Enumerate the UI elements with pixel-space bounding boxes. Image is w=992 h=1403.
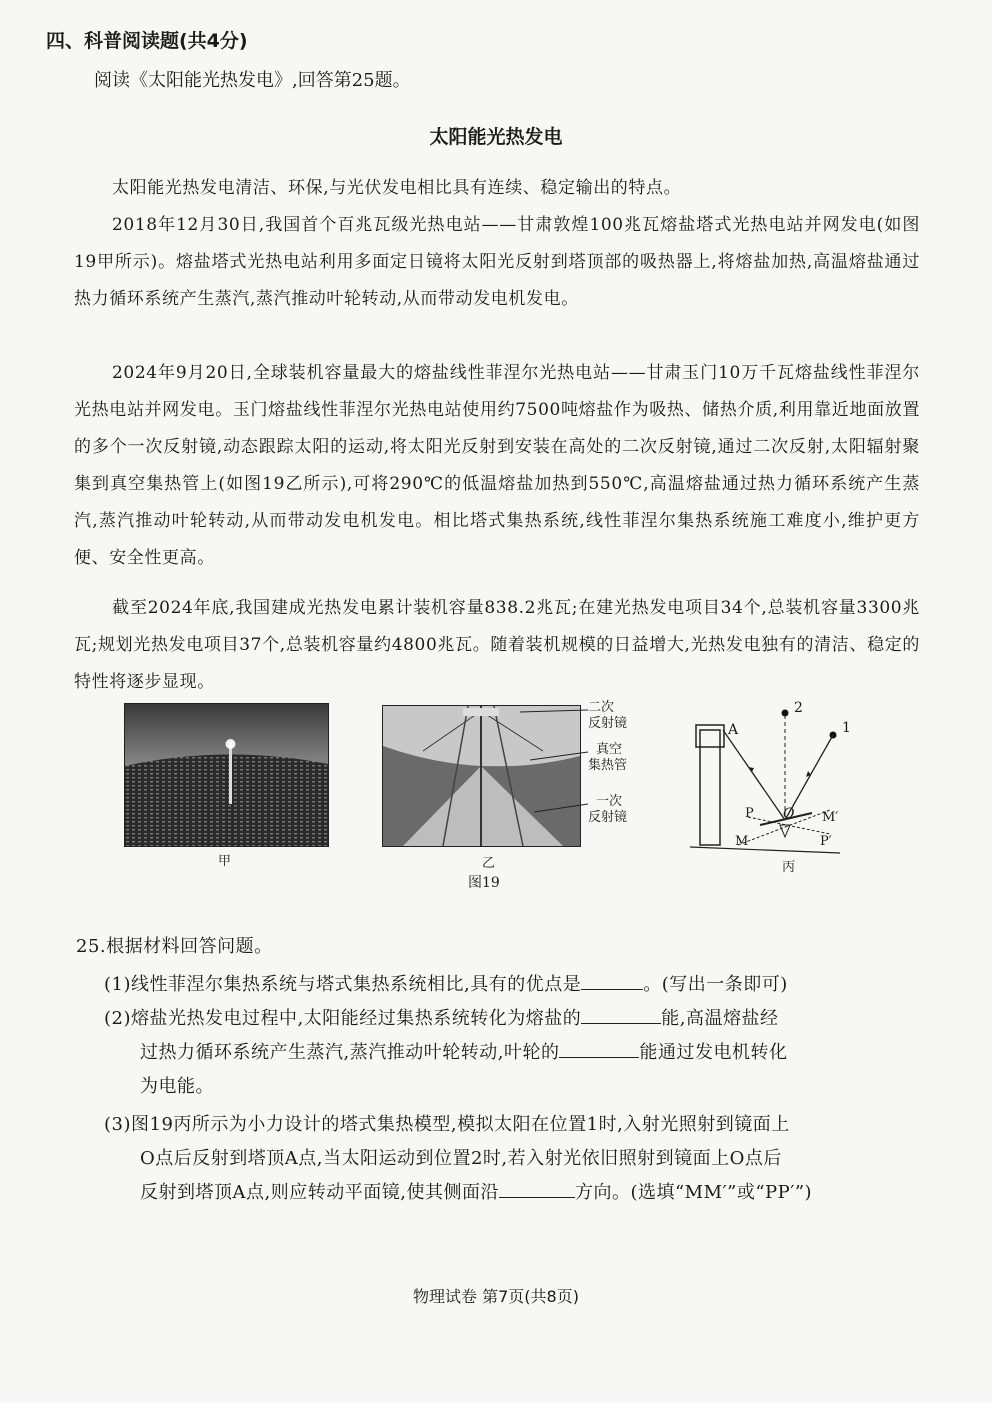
answer-blank-2a[interactable] bbox=[581, 1005, 661, 1024]
question-3-line-3 bbox=[140, 1174, 812, 1212]
answer-blank-1[interactable] bbox=[581, 971, 643, 990]
page-footer: 物理试卷 第7页(共8页) bbox=[413, 1287, 579, 1306]
paragraph-text: 截至2024年底,我国建成光热发电累计装机容量838.2兆瓦;在建光热发电项目34个,总装机容量3300兆瓦;规划光热发电项目37个,总装机容量约4800兆瓦。随着装机规模的日益增大,光热发电独有的清洁、稳定的特性将逐步显现。 bbox=[74, 598, 920, 692]
point-p-prime-label: P′ bbox=[820, 834, 832, 849]
question-3-line-2: O点后反射到塔顶A点,当太阳运动到位置2时,若入射光依旧照射到镜面上O点后 bbox=[140, 1148, 782, 1169]
section-title: 四、科普阅读题(共4分) bbox=[46, 30, 248, 52]
question-2-text-cont: 能,高温熔盐经 bbox=[661, 1008, 779, 1029]
label-vacuum-tube-2: 集热管 bbox=[588, 758, 628, 773]
paragraph-text: 太阳能光热发电清洁、环保,与光伏发电相比具有连续、稳定输出的特点。 bbox=[112, 178, 682, 198]
question-2-line-3: 为电能。 bbox=[140, 1076, 214, 1097]
reading-intro: 阅读《太阳能光热发电》,回答第25题。 bbox=[94, 70, 411, 91]
paragraph-text: 2024年9月20日,全球装机容量最大的熔盐线性菲涅尔光热电站——甘肃玉门10万千瓦熔盐线性菲涅尔光热电站并网发电。玉门熔盐线性菲涅尔光热电站使用约7500吨熔盐作为吸热、储热介质,利用靠近地面放置的多个一次反射镜,动态跟踪太阳的运动,将太阳光反射到安装在高处的二次反射镜,通过二次反射,太阳辐射聚集到真空集热管上(如图19乙所示),可将290℃的低温熔盐加热到550℃,高温熔盐通过热力循环系统产生蒸汽,蒸汽推动叶轮转动,从而带动发电机发电。相比塔式集热系统,线性菲涅尔集热系统施工难度小,维护更方便、安全性更高。 bbox=[74, 363, 920, 568]
point-a-label: A bbox=[728, 722, 739, 738]
answer-blank-2b[interactable] bbox=[559, 1039, 639, 1058]
figure-caption: 图19 bbox=[468, 875, 500, 891]
question-1-hint: 。(写出一条即可) bbox=[643, 974, 788, 995]
question-3-line-1: (3)图19丙所示为小力设计的塔式集热模型,模拟太阳在位置1时,入射光照射到镜面上 bbox=[104, 1114, 790, 1135]
question-stem: 25.根据材料回答问题。 bbox=[76, 936, 273, 957]
label-vacuum-tube-1: 真空 bbox=[596, 742, 623, 757]
point-m-label: M bbox=[735, 834, 749, 849]
question-1-text: (1)线性菲涅尔集热系统与塔式集热系统相比,具有的优点是 bbox=[104, 974, 582, 995]
article-paragraph-1 bbox=[74, 170, 920, 207]
question-3-text: 反射到塔顶A点,则应转动平面镜,使其侧面沿 bbox=[140, 1182, 499, 1203]
question-2-line-2 bbox=[140, 1034, 787, 1072]
figure-c-diagram bbox=[690, 695, 860, 860]
question-2-text-3: 能通过发电机转化 bbox=[639, 1042, 788, 1063]
figure-a-label: 甲 bbox=[218, 854, 232, 869]
point-p-label: P bbox=[745, 806, 754, 821]
question-2-text-2: 过热力循环系统产生蒸汽,蒸汽推动叶轮转动,叶轮的 bbox=[140, 1042, 560, 1063]
position-2-label: 2 bbox=[794, 700, 803, 716]
article-paragraph-4 bbox=[74, 590, 920, 701]
figure-a-photo bbox=[124, 703, 329, 847]
article-paragraph-3 bbox=[74, 355, 920, 577]
question-2-line-1 bbox=[104, 1000, 778, 1038]
answer-blank-3[interactable] bbox=[499, 1179, 575, 1198]
article-title: 太阳能光热发电 bbox=[429, 126, 563, 148]
point-o-label: O bbox=[783, 806, 795, 822]
label-secondary-mirror-2: 反射镜 bbox=[588, 716, 628, 731]
position-1-label: 1 bbox=[842, 720, 851, 736]
figure-c-label: 丙 bbox=[782, 860, 796, 875]
question-2-text: (2)熔盐光热发电过程中,太阳能经过集热系统转化为熔盐的 bbox=[104, 1008, 582, 1029]
figure-b-leader-lines bbox=[520, 700, 592, 830]
label-secondary-mirror-1: 二次 bbox=[588, 700, 615, 715]
question-1 bbox=[104, 966, 788, 1004]
label-primary-mirror-2: 反射镜 bbox=[588, 810, 628, 825]
label-primary-mirror-1: 一次 bbox=[596, 794, 623, 809]
figure-b-label: 乙 bbox=[482, 856, 496, 871]
point-m-prime-label: M′ bbox=[822, 810, 839, 825]
paragraph-text: 2018年12月30日,我国首个百兆瓦级光热电站——甘肃敦煌100兆瓦熔盐塔式光热电站并网发电(如图19甲所示)。熔盐塔式光热电站利用多面定日镜将太阳光反射到塔顶部的吸热器上,将熔盐加热,高温熔盐通过热力循环系统产生蒸汽,蒸汽推动叶轮转动,从而带动发电机发电。 bbox=[74, 215, 920, 309]
tower-plant-image bbox=[125, 704, 328, 846]
article-paragraph-2 bbox=[74, 207, 920, 318]
question-3-hint: 方向。(选填“MM′”或“PP′”) bbox=[574, 1182, 813, 1203]
